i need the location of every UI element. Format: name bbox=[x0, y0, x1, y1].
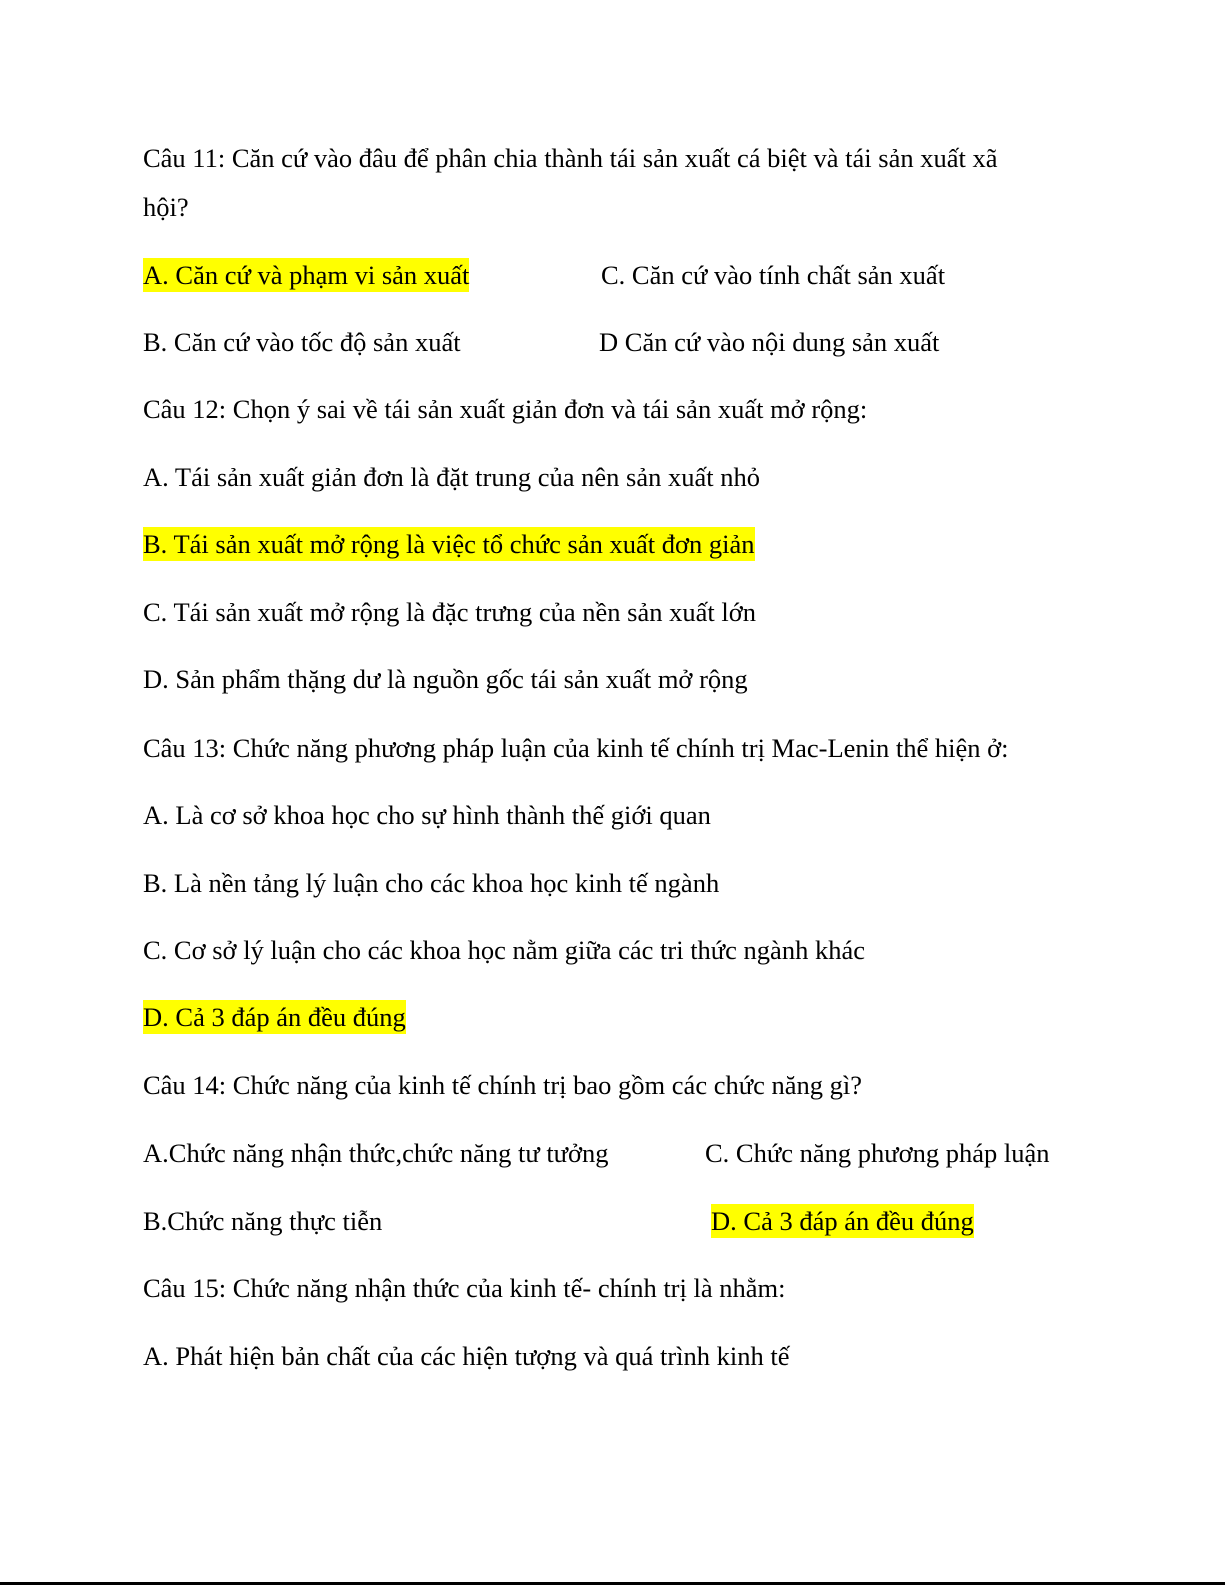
q11-option-a-correct: A. Căn cứ và phạm vi sản xuất bbox=[143, 260, 470, 290]
q12-question: Câu 12: Chọn ý sai về tái sản xuất giản đơn và tái sản xuất mở rộng: bbox=[143, 394, 868, 424]
q11-option-d: D Căn cứ vào nội dung sản xuất bbox=[599, 327, 940, 357]
q14-question: Câu 14: Chức năng của kinh tế chính trị bao gồm các chức năng gì? bbox=[143, 1070, 862, 1100]
q13-option-b: B. Là nền tảng lý luận cho các khoa học kinh tế ngành bbox=[143, 868, 720, 898]
q11-option-b: B. Căn cứ vào tốc độ sản xuất bbox=[143, 327, 461, 357]
q12-option-d: D. Sản phẩm thặng dư là nguồn gốc tái sản xuất mở rộng bbox=[143, 664, 748, 694]
q11-option-c: C. Căn cứ vào tính chất sản xuất bbox=[601, 260, 946, 290]
q14-option-d-correct: D. Cả 3 đáp án đều đúng bbox=[711, 1206, 974, 1236]
q12-option-a: A. Tái sản xuất giản đơn là đặt trung của nên sản xuất nhỏ bbox=[143, 462, 760, 492]
q13-option-a: A. Là cơ sở khoa học cho sự hình thành thế giới quan bbox=[143, 800, 711, 830]
q13-option-c: C. Cơ sở lý luận cho các khoa học nằm giữa các tri thức ngành khác bbox=[143, 935, 865, 965]
q11-question-line2: hội? bbox=[143, 192, 189, 222]
q12-option-c: C. Tái sản xuất mở rộng là đặc trưng của nền sản xuất lớn bbox=[143, 597, 756, 627]
q14-option-c: C. Chức năng phương pháp luận bbox=[705, 1138, 1050, 1168]
q15-question: Câu 15: Chức năng nhận thức của kinh tế- chính trị là nhằm: bbox=[143, 1273, 786, 1303]
q12-option-b-correct: B. Tái sản xuất mở rộng là việc tổ chức sản xuất đơn giản bbox=[143, 529, 755, 559]
q14-option-a: A.Chức năng nhận thức,chức năng tư tưởng bbox=[143, 1138, 609, 1168]
q11-question-line1: Câu 11: Căn cứ vào đâu để phân chia thành tái sản xuất cá biệt và tái sản xuất xã bbox=[143, 143, 998, 173]
q13-question: Câu 13: Chức năng phương pháp luận của kinh tế chính trị Mac-Lenin thể hiện ở: bbox=[143, 733, 1009, 763]
q15-option-a: A. Phát hiện bản chất của các hiện tượng và quá trình kinh tế bbox=[143, 1341, 790, 1371]
q14-option-b: B.Chức năng thực tiễn bbox=[143, 1206, 383, 1236]
q13-option-d-correct: D. Cả 3 đáp án đều đúng bbox=[143, 1002, 406, 1032]
